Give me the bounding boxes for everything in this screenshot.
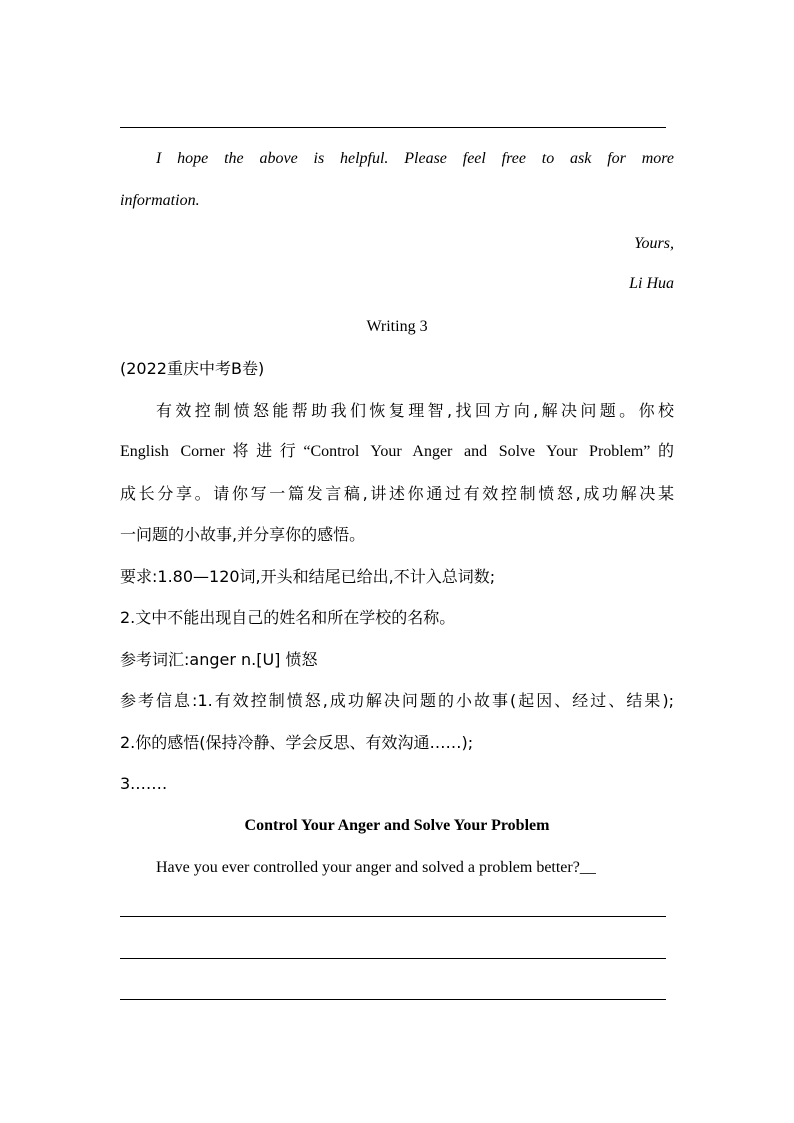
writing-heading: Writing 3 — [366, 318, 428, 335]
reference-info-3: 3.…… — [120, 774, 168, 793]
prompt-line-4: 一问题的小故事,并分享你的感悟。 — [120, 525, 366, 544]
answer-line-3 — [120, 999, 666, 1000]
reference-info-1: 参考信息:1.有效控制愤怒,成功解决问题的小故事(起因、经过、结果); — [120, 691, 674, 710]
letter-signoff: Yours, — [634, 235, 674, 252]
prompt-line-1: 有效控制愤怒能帮助我们恢复理智,找回方向,解决问题。你校 — [156, 401, 674, 420]
requirement-2: 2.文中不能出现自己的姓名和所在学校的名称。 — [120, 608, 456, 627]
reference-vocabulary: 参考词汇:anger n.[U] 愤怒 — [120, 650, 318, 669]
essay-title: Control Your Anger and Solve Your Problem — [244, 817, 550, 834]
reference-info-2: 2.你的感悟(保持冷静、学会反思、有效沟通……); — [120, 733, 474, 752]
letter-closing-line-2: information. — [120, 192, 200, 209]
answer-line-2 — [120, 958, 666, 959]
requirement-1: 要求:1.80—120词,开头和结尾已给出,不计入总词数; — [120, 567, 496, 586]
prompt-line-3: 成长分享。请你写一篇发言稿,讲述你通过有效控制愤怒,成功解决某 — [120, 484, 674, 503]
essay-opening-sentence: Have you ever controlled your anger and solved a problem better?__ — [156, 859, 596, 876]
answer-line-top — [120, 127, 666, 128]
prompt-line-2: English Corner将进行“Control Your Anger and Solve Your Problem”的 — [120, 443, 674, 460]
letter-signature-name: Li Hua — [629, 275, 674, 292]
letter-closing-line-1: I hope the above is helpful. Please feel free to ask for more — [156, 150, 674, 167]
answer-line-1 — [120, 916, 666, 917]
writing-source: (2022重庆中考B卷) — [120, 359, 265, 378]
